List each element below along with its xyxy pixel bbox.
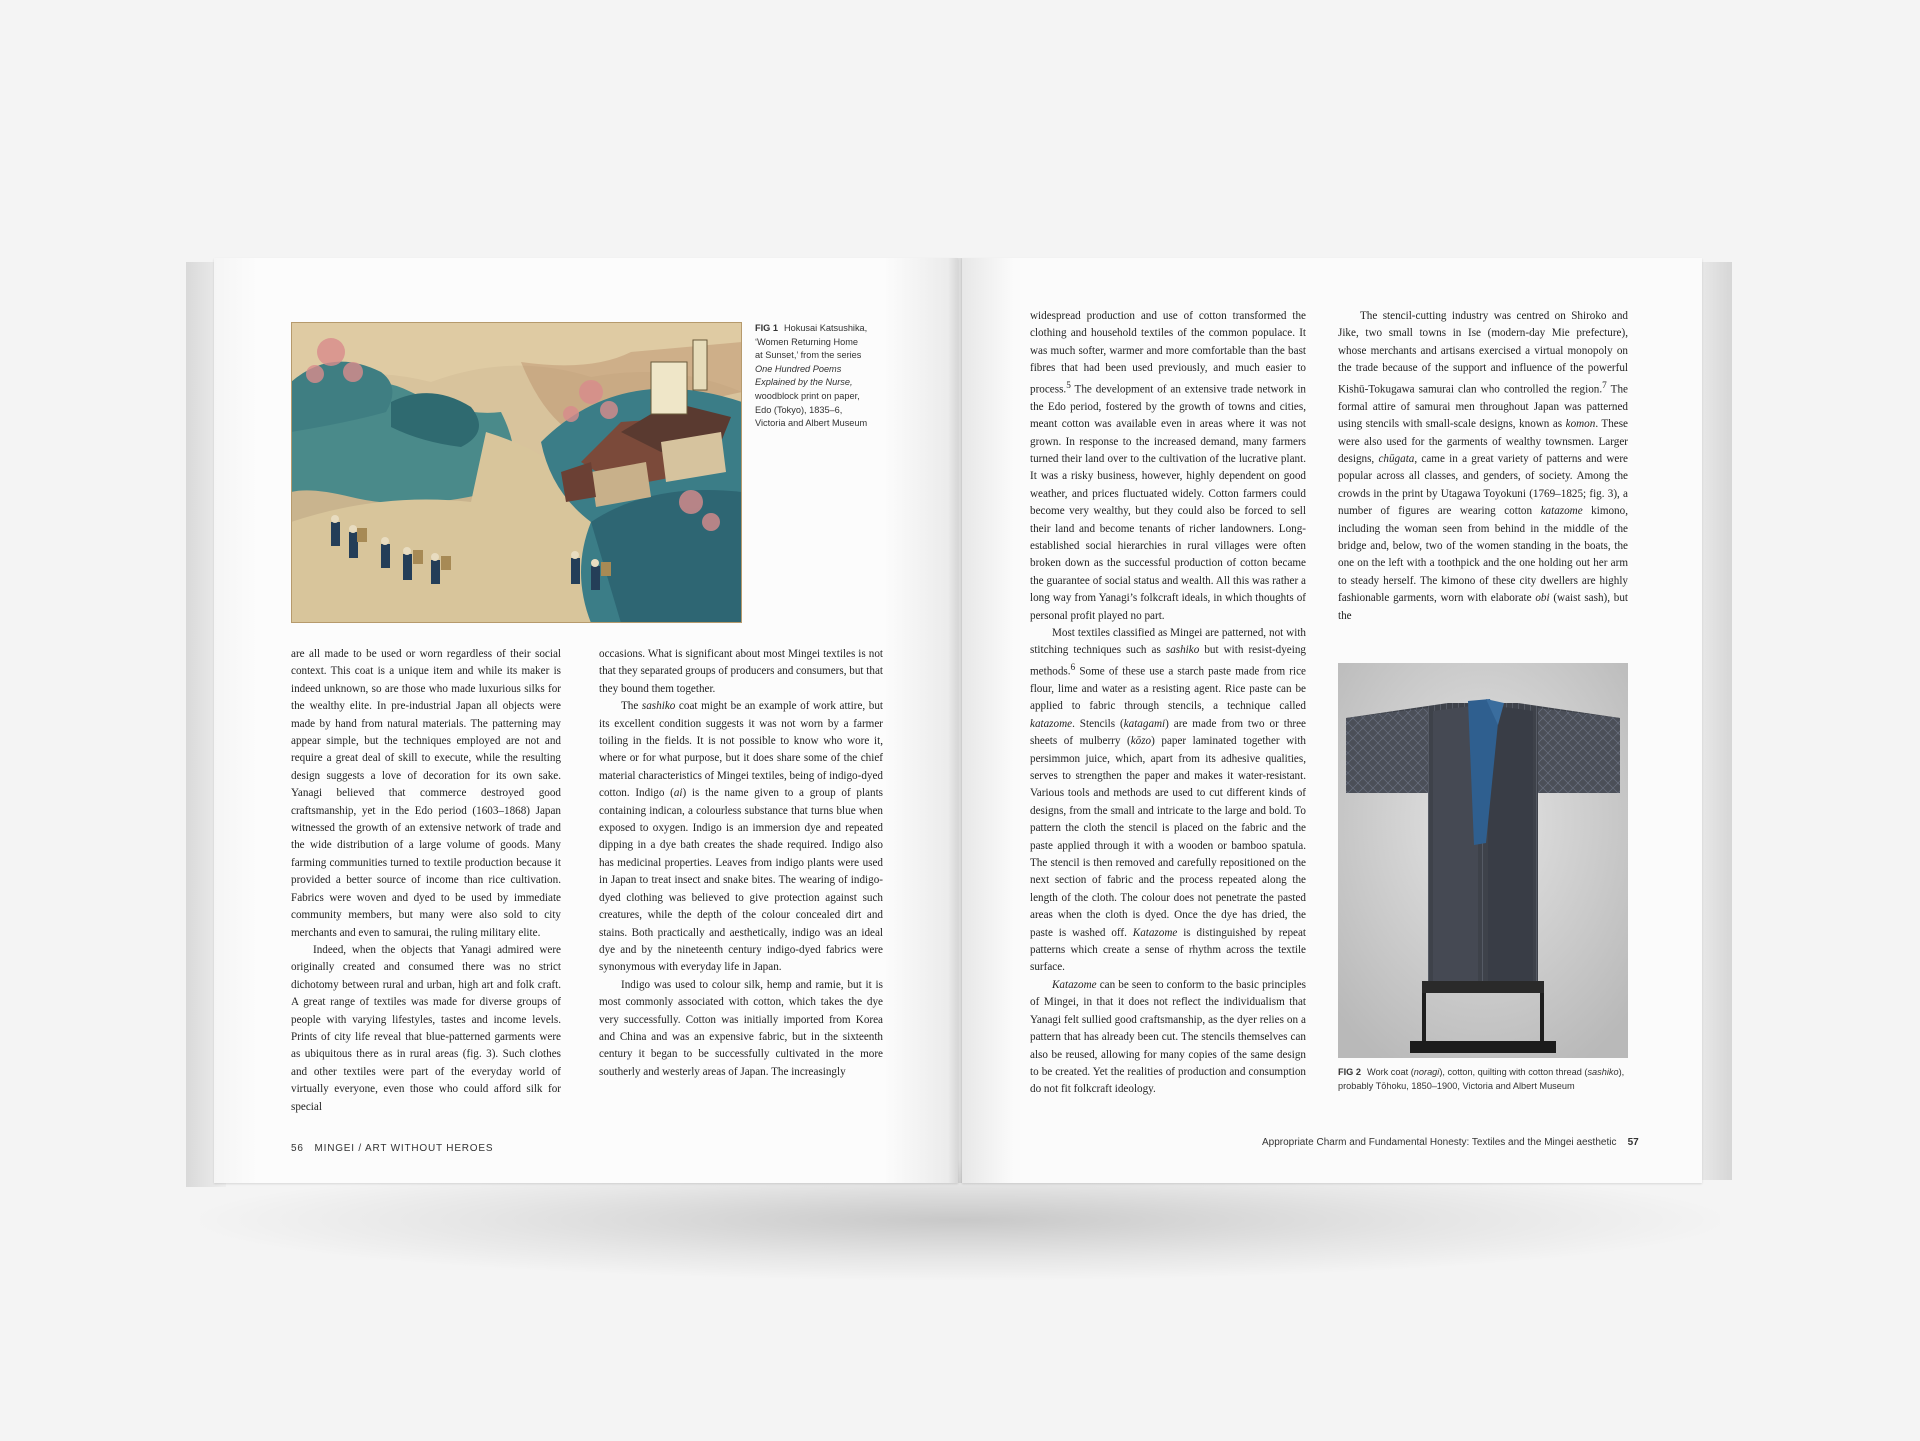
italic-term: Katazome [1132, 926, 1178, 939]
text-run: Most textiles classified as Mingei are patterned, not with stitching techniques such as [1030, 627, 1306, 657]
right-folio [1262, 1137, 1639, 1148]
text-run: can be seen to conform to the basic principles of Mingei, in that it does not reflect the individualism that Yanagi felt sullied good craftsmanship, as the dyer relies on a pattern that has already been cut. The stencils themselves can also be reused, allowing for many copies of the same design to be created. Yet the realities of production and consumption do not fit folkcraft ideology. [1030, 978, 1306, 1096]
footnote-ref: 7 [1602, 380, 1607, 391]
caption-italic: noragi [1413, 1067, 1440, 1077]
text-run: The stencil-cutting industry was centred on Shiroko and Jike, two small towns in Ise (modern-day Mie prefecture), whose merchants and artisans exercised a virtual monopoly on the trade because of the support and influence of the powerful Kishū-Tokugawa samurai clan who controlled the region. [1338, 310, 1628, 396]
right-column-2 [1338, 308, 1628, 625]
italic-term: Katazome [1052, 978, 1097, 991]
fig1-caption-line: Victoria and Albert Museum [755, 418, 868, 429]
fig1-caption-line: woodblock print on paper, [755, 390, 860, 401]
paragraph: Indeed, when the objects that Yanagi admired were originally created and consumed there was no strict dichotomy between rural and urban, high art and folk craft. A great range of textiles was made for diverse groups of people with varying lifestyles, tastes and income levels. Prints of city life reveal that blue-patterned garments were as ubiquitous there as in rural areas (fig. 3). Such clothes and other textiles were part of the everyday world of virtually everyone, even those who could afford silk for special [291, 943, 561, 1113]
paragraph [1338, 308, 1628, 625]
fig1-caption-line: at Sunset,’ from the series [755, 350, 862, 361]
right-page [962, 258, 1702, 1183]
text-run: kimono, including the woman seen from behind in the middle of the bridge and, below, two of the women standing in the boats, the one on the left with a toothpick and the one holding out her arm to steady herself. The kimono of these city dwellers are highly fashionable garments, worn with elaborate [1338, 505, 1628, 605]
fig1-caption-title: One Hundred Poems [755, 363, 842, 374]
paragraph [1030, 308, 1306, 625]
running-head: Appropriate Charm and Fundamental Honesty: Textiles and the Mingei aesthetic [1262, 1137, 1617, 1148]
running-head: MINGEI / ART WITHOUT HEROES [314, 1143, 494, 1154]
text-run: . Stencils ( [1072, 717, 1124, 730]
page-number: 56 [291, 1143, 304, 1154]
italic-term: ai [673, 787, 683, 800]
left-column-2 [599, 646, 883, 1081]
text-run: coat might be an example of work attire, but its excellent condition suggests it was not worn by a farmer toiling in the fields. It is not possible to know who wore it, where or for what purpose, but it does share some of the chief material characteristics of Mingei textiles, being of indigo-dyed cotton. Indigo ( [599, 700, 883, 800]
text-run: , came in a great variety of patterns and were popular across all classes, and genders, of society. Among the crowds in the print by Utagawa Toyokuni (1769–1825; fig. 3), a number of figures are wearing cotton [1338, 452, 1628, 518]
italic-term: katagami [1123, 717, 1166, 730]
hokusai-print-illustration [291, 322, 742, 623]
left-page [214, 258, 958, 1183]
fig1-caption-line: Hokusai Katsushika, [783, 323, 868, 333]
paragraph [1030, 625, 1306, 977]
footnote-ref: 5 [1066, 380, 1071, 391]
left-column-1 [291, 646, 561, 1116]
paragraph: occasions. What is significant about most Mingei textiles is not that they separated groups of producers and consumers, but that they bound them together. [599, 648, 884, 695]
right-column-1 [1030, 308, 1306, 1099]
text-run: ) are made from two or three sheets of mulberry ( [1030, 717, 1306, 748]
footnote-ref: 6 [1070, 662, 1076, 673]
italic-term: komon [1565, 418, 1596, 431]
italic-term: chūgata [1378, 452, 1415, 465]
italic-term: sashiko [641, 700, 676, 713]
fig1-woodblock-print [291, 322, 742, 623]
text-run: Some of these use a starch paste made from rice flour, lime and water as a resisting agent. Rice paste can be applied to fabric through stencils, a technique called [1030, 665, 1306, 713]
italic-term: kōzo [1130, 735, 1152, 748]
text-run: but with resist-dyeing methods. [1030, 644, 1306, 678]
paragraph: are all made to be used or worn regardless of their social context. This coat is a unique item and while its maker is indeed unknown, so are those who made luxurious silks for the wealthy elite. In pre-industrial Japan all objects were made by hand from natural materials. The patterning may appear simple, but the techniques employed are not and require a great deal of skill to execute, while the resulting design suggests a love of decoration for its own sake. Yanagi believed that commerce destroyed good craftsmanship, yet in the Edo period (1603–1868) Japan witnessed the growth of an extensive network of trade and the wide distribution of a large volume of goods. Many farming communities turned to textile production because it provided a better source of income than rice cultivation. Fabrics were woven and dyed to be used by immediate community members, but many were also sold to city merchants and even to samurai, the ruling military elite. [291, 648, 561, 939]
text-run: (waist sash), but the [1338, 592, 1629, 622]
text-run: ) paper laminated together with persimmon juice, which, apart from its adhesive qualities, serves to strengthen the paper and makes it water-resistant. Various tools and methods are used to cut different kinds of designs, from the small and intricate to the large and bold. To pattern the cloth the stencil is placed on the fabric and the paste applied through it with a wooden or bamboo spatula. The stencil is then removed and carefully repositioned on the next section of fabric and the process repeated along the length of the cloth. The colour does not penetrate the pasted areas when the cloth is dyed. Once the dye has dried, the paste is washed off. [1030, 735, 1306, 939]
fig2-work-coat-photo [1338, 663, 1628, 1058]
paragraph [1030, 977, 1306, 1099]
paragraph [599, 698, 883, 977]
fig1-caption [755, 322, 905, 431]
fig2-label: FIG 2 [1338, 1067, 1361, 1077]
text-run: The development of an extensive trade network in the Edo period, fostered by the growth of towns and cities, meant cotton was available even in areas where it was not grown. In response to the increased demand, many farmers turned their land over to the cultivation of the lucrative plant. It was a risky business, however, highly dependent on good weather, and prices fluctuated widely. Cotton farmers could become very wealthy, but they could also be forced to sell their land and become tenants of richer landowners. Long-established social hierarchies in rural villages were often broken down as the successful production of cotton became the guarantee of social status and wealth. All this was rather a long way from Yanagi’s folkcraft ideals, in which thoughts of personal profit played no part. [1030, 383, 1306, 622]
text-run: The formal attire of samurai men throughout Japan was patterned using stencils with small-scale designs, known as [1338, 383, 1629, 431]
caption-run: ), [1618, 1067, 1625, 1077]
page-number: 57 [1627, 1137, 1639, 1148]
fig1-caption-title: Explained by the Nurse, [755, 377, 853, 388]
italic-term: obi [1535, 592, 1550, 605]
fig1-caption-line: Edo (Tokyo), 1835–6, [755, 404, 843, 415]
caption-run: ), cotton, quilting with cotton thread ( [1439, 1067, 1588, 1077]
text-run: ) is the name given to a group of plants containing indican, a colourless substance that turns blue when exposed to oxygen. Indigo is an immersion dye and repeated dipping in a dye bath creates the shade required. Indigo also has medicinal properties. Leaves from indigo plants were used in Japan to treat insect and snake bites. The wearing of indigo-dyed clothing was believed to give protection against such creatures, while the depth of the colour concealed dirt and stains. Both practically and aesthetically, indigo was an ideal dye and by the nineteenth century indigo-dyed fabrics were synonymous with everyday life in Japan. [599, 787, 883, 974]
text-run: widespread production and use of cotton transformed the clothing and household textiles of the common populace. It was much softer, warmer and more comfortable than the bast fibres that had been used previously, and much easier to process. [1030, 310, 1306, 396]
work-coat-illustration [1338, 663, 1628, 1058]
fig1-label: FIG 1 [755, 323, 778, 333]
paragraph: Indigo was used to colour silk, hemp and ramie, but it is most commonly associated with cotton, which takes the dye very successfully. Cotton was initially imported from Korea and China and was an expensive fabric, but in the sixteenth century it began to be successfully cultivated in the more southerly and westerly areas of Japan. The increasingly [599, 978, 883, 1078]
fig1-caption-line: ‘Women Returning Home [755, 336, 858, 347]
italic-term: sashiko [1165, 644, 1200, 657]
text-run: . These were also used for the garments of wealthy townsmen. Larger designs, [1338, 418, 1628, 465]
fig2-caption [1338, 1066, 1638, 1093]
italic-term: katazome [1030, 717, 1073, 730]
italic-term: katazome [1540, 505, 1583, 518]
left-folio [291, 1143, 493, 1154]
fig2-caption-line: probably Tōhoku, 1850–1900, Victoria and Albert Museum [1338, 1080, 1575, 1091]
caption-run: Work coat ( [1366, 1067, 1414, 1077]
text-run: The [621, 700, 642, 713]
caption-italic: sashiko [1587, 1067, 1619, 1077]
text-run: is distinguished by repeat patterns which create a sense of rhythm across the textile surface. [1030, 926, 1306, 974]
